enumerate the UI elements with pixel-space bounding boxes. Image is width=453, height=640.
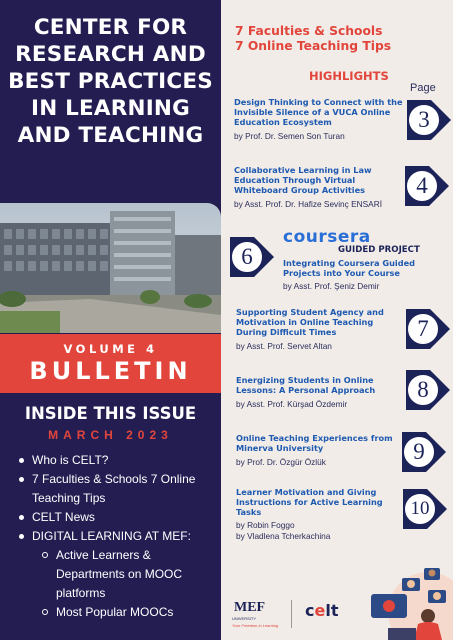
article-title: Learner Motivation and Giving Instructions for Active Learning Tasks xyxy=(236,487,383,517)
left-panel xyxy=(0,0,221,640)
article-author: by Asst. Prof. Servet Altan xyxy=(236,341,332,351)
page-number: 3 xyxy=(418,107,430,132)
list-item: Who is CELT? xyxy=(18,451,218,470)
page-number: 8 xyxy=(417,377,429,402)
bulletin-banner xyxy=(0,334,221,393)
coursera-logo xyxy=(283,227,371,247)
mef-university-label: UNIVERSITY xyxy=(232,616,257,621)
page-arrow[interactable] xyxy=(401,431,447,473)
article-author: by Asst. Prof. Kürşad Özdemir xyxy=(236,399,348,409)
volume-label: VOLUME 4 xyxy=(63,342,158,356)
article-author: by Asst. Prof. Dr. Hafize Sevinç ENSARİ xyxy=(234,199,383,209)
article-author: by Prof. Dr. Semen Son Turan xyxy=(234,131,345,141)
coursera-wordmark: coursera xyxy=(283,227,371,247)
mef-tagline: Your Freedom in Learning xyxy=(232,623,279,628)
page-arrow[interactable] xyxy=(404,165,450,207)
list-item-digital xyxy=(18,527,218,622)
article-entry[interactable] xyxy=(283,258,448,292)
article-title: Collaborative Learning in Law Education Through Virtual Whiteboard Group Activities xyxy=(234,165,372,195)
page-arrow[interactable] xyxy=(402,488,448,530)
page-arrow[interactable] xyxy=(406,99,452,141)
article-entry[interactable] xyxy=(234,97,404,142)
guided-project-label: GUIDED PROJECT xyxy=(338,245,420,255)
article-entry[interactable] xyxy=(236,375,406,410)
list-item: CELT News xyxy=(18,508,218,527)
article-title: Integrating Coursera Guided Projects into Your Course xyxy=(283,258,415,278)
page-number: 4 xyxy=(416,173,428,198)
page-arrow[interactable] xyxy=(229,236,275,278)
article-title: Design Thinking to Connect with the Invisible Silence of a VUCA Online Education Ecosystem xyxy=(234,97,403,127)
article-author: by Vladlena Tcherkachina xyxy=(236,531,331,541)
contents-list xyxy=(18,451,218,622)
center-title: CENTER FOR RESEARCH AND BEST PRACTICES IN LEARNING AND TEACHING xyxy=(8,15,213,148)
celt-logo-letters: lt xyxy=(325,601,339,620)
celt-logo-letter: c xyxy=(305,601,315,620)
heading-line: 7 Online Teaching Tips xyxy=(235,38,392,53)
bulletin-label: BULLETIN xyxy=(29,357,192,385)
inside-heading: INSIDE THIS ISSUE xyxy=(24,404,197,423)
issue-date: MARCH 2023 xyxy=(48,428,173,442)
celt-logo-letter: e xyxy=(314,601,326,620)
campus-building-photo xyxy=(0,203,221,333)
article-title: Energizing Students in Online Lessons: A Personal Approach xyxy=(236,375,376,395)
page-number: 10 xyxy=(410,498,430,519)
online-learning-illustration xyxy=(368,550,453,640)
page-number: 9 xyxy=(413,439,425,464)
list-item-label: DIGITAL LEARNING AT MEF: xyxy=(32,529,191,543)
footer-logos xyxy=(229,596,369,636)
mef-logo: MEF xyxy=(234,600,266,615)
article-entry[interactable] xyxy=(236,487,406,542)
page-number: 7 xyxy=(417,316,429,341)
sub-list xyxy=(42,546,218,622)
highlights-heading xyxy=(235,24,391,53)
page-arrow[interactable] xyxy=(405,308,451,350)
article-title: Online Teaching Experiences from Minerva University xyxy=(236,433,393,453)
article-entry[interactable] xyxy=(236,307,406,352)
celt-logo xyxy=(305,601,338,620)
article-title: Supporting Student Agency and Motivation in Online Teaching During Difficult Times xyxy=(236,307,384,337)
sub-list-item: Active Learners & Departments on MOOC platforms xyxy=(42,546,218,603)
heading-line: 7 Faculties & Schools xyxy=(235,24,383,38)
article-author: by Prof. Dr. Özgür Özlük xyxy=(236,457,326,467)
logo-divider xyxy=(291,600,292,628)
page-arrow[interactable] xyxy=(405,369,451,411)
article-author: by Robin Foggo xyxy=(236,520,295,530)
article-entry[interactable] xyxy=(234,165,404,210)
highlights-label: HIGHLIGHTS xyxy=(309,69,389,83)
page-label: Page xyxy=(410,82,436,94)
page-number: 6 xyxy=(241,244,253,269)
article-author: by Asst. Prof. Şeniz Demir xyxy=(283,281,380,291)
list-item: 7 Faculties & Schools 7 Online Teaching Tips xyxy=(18,470,218,508)
article-entry[interactable] xyxy=(236,433,406,468)
sub-list-item: Most Popular MOOCs xyxy=(42,603,218,622)
